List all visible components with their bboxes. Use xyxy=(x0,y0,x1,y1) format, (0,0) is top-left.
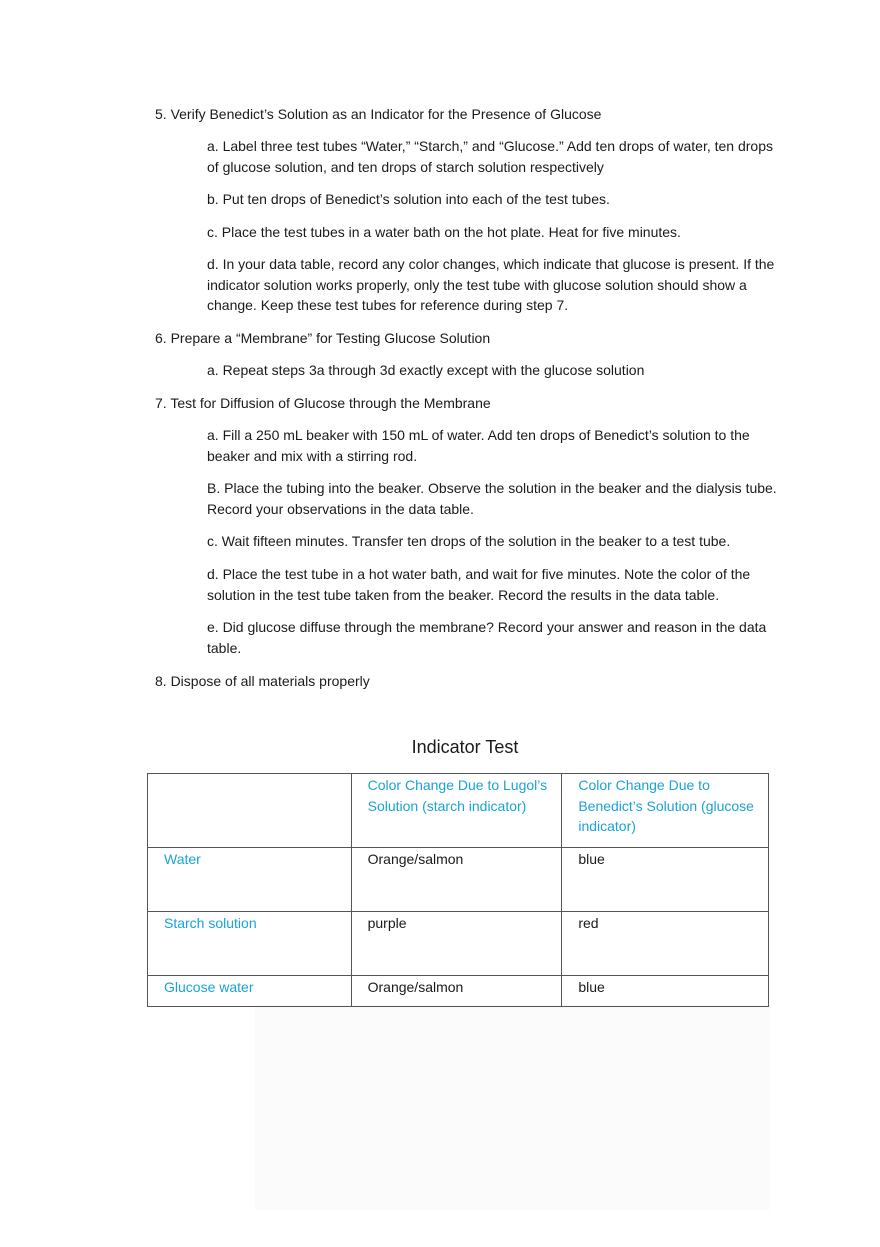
header-cell-benedict: Color Change Due to Benedict’s Solution (glucose indicator) xyxy=(562,774,769,848)
lugol-result: purple xyxy=(351,912,562,976)
faint-background-block xyxy=(255,1005,770,1210)
step-6-heading: 6. Prepare a “Membrane” for Testing Glucose Solution xyxy=(155,330,491,346)
table-header-row xyxy=(148,774,769,848)
lugol-result: Orange/salmon xyxy=(351,976,562,1007)
table-row xyxy=(148,912,769,976)
step-5-heading: 5. Verify Benedict’s Solution as an Indicator for the Presence of Glucose xyxy=(155,106,602,122)
benedict-result: red xyxy=(562,912,769,976)
step-5d: d. In your data table, record any color changes, which indicate that glucose is present. If the indicator solution works properly, only the test tube with glucose solution should show a change. Keep these test tubes for reference during step 7. xyxy=(207,256,775,313)
step-7c: c. Wait fifteen minutes. Transfer ten drops of the solution in the beaker to a test tube. xyxy=(207,533,731,549)
row-label: Glucose water xyxy=(148,976,352,1007)
step-7-heading: 7. Test for Diffusion of Glucose through the Membrane xyxy=(155,395,491,411)
header-cell-empty xyxy=(148,774,352,848)
indicator-table xyxy=(147,773,769,1007)
step-8-heading: 8. Dispose of all materials properly xyxy=(155,673,370,689)
step-5c: c. Place the test tubes in a water bath on the hot plate. Heat for five minutes. xyxy=(207,224,681,240)
step-6a: a. Repeat steps 3a through 3d exactly except with the glucose solution xyxy=(207,362,645,378)
row-label: Starch solution xyxy=(148,912,352,976)
header-cell-lugol: Color Change Due to Lugol’s Solution (starch indicator) xyxy=(351,774,562,848)
step-7d: d. Place the test tube in a hot water bath, and wait for five minutes. Note the color of the solution in the test tube taken from the beaker. Record the results in the data table. xyxy=(207,566,751,603)
table-row xyxy=(148,976,769,1007)
row-label: Water xyxy=(148,848,352,912)
benedict-result: blue xyxy=(562,976,769,1007)
step-7a: a. Fill a 250 mL beaker with 150 mL of water. Add ten drops of Benedict’s solution to the beaker and mix with a stirring rod. xyxy=(207,427,750,464)
lugol-result: Orange/salmon xyxy=(351,848,562,912)
table-title: Indicator Test xyxy=(411,737,519,757)
step-5b: b. Put ten drops of Benedict’s solution into each of the test tubes. xyxy=(207,191,610,207)
step-7e: e. Did glucose diffuse through the membrane? Record your answer and reason in the data table. xyxy=(207,619,767,656)
table-row xyxy=(148,848,769,912)
step-7b: B. Place the tubing into the beaker. Observe the solution in the beaker and the dialysis tube. Record your observations in the data table. xyxy=(207,480,777,517)
benedict-result: blue xyxy=(562,848,769,912)
step-5a: a. Label three test tubes “Water,” “Starch,” and “Glucose.” Add ten drops of water, ten drops of glucose solution, and ten drops of starch solution respectively xyxy=(207,138,773,175)
